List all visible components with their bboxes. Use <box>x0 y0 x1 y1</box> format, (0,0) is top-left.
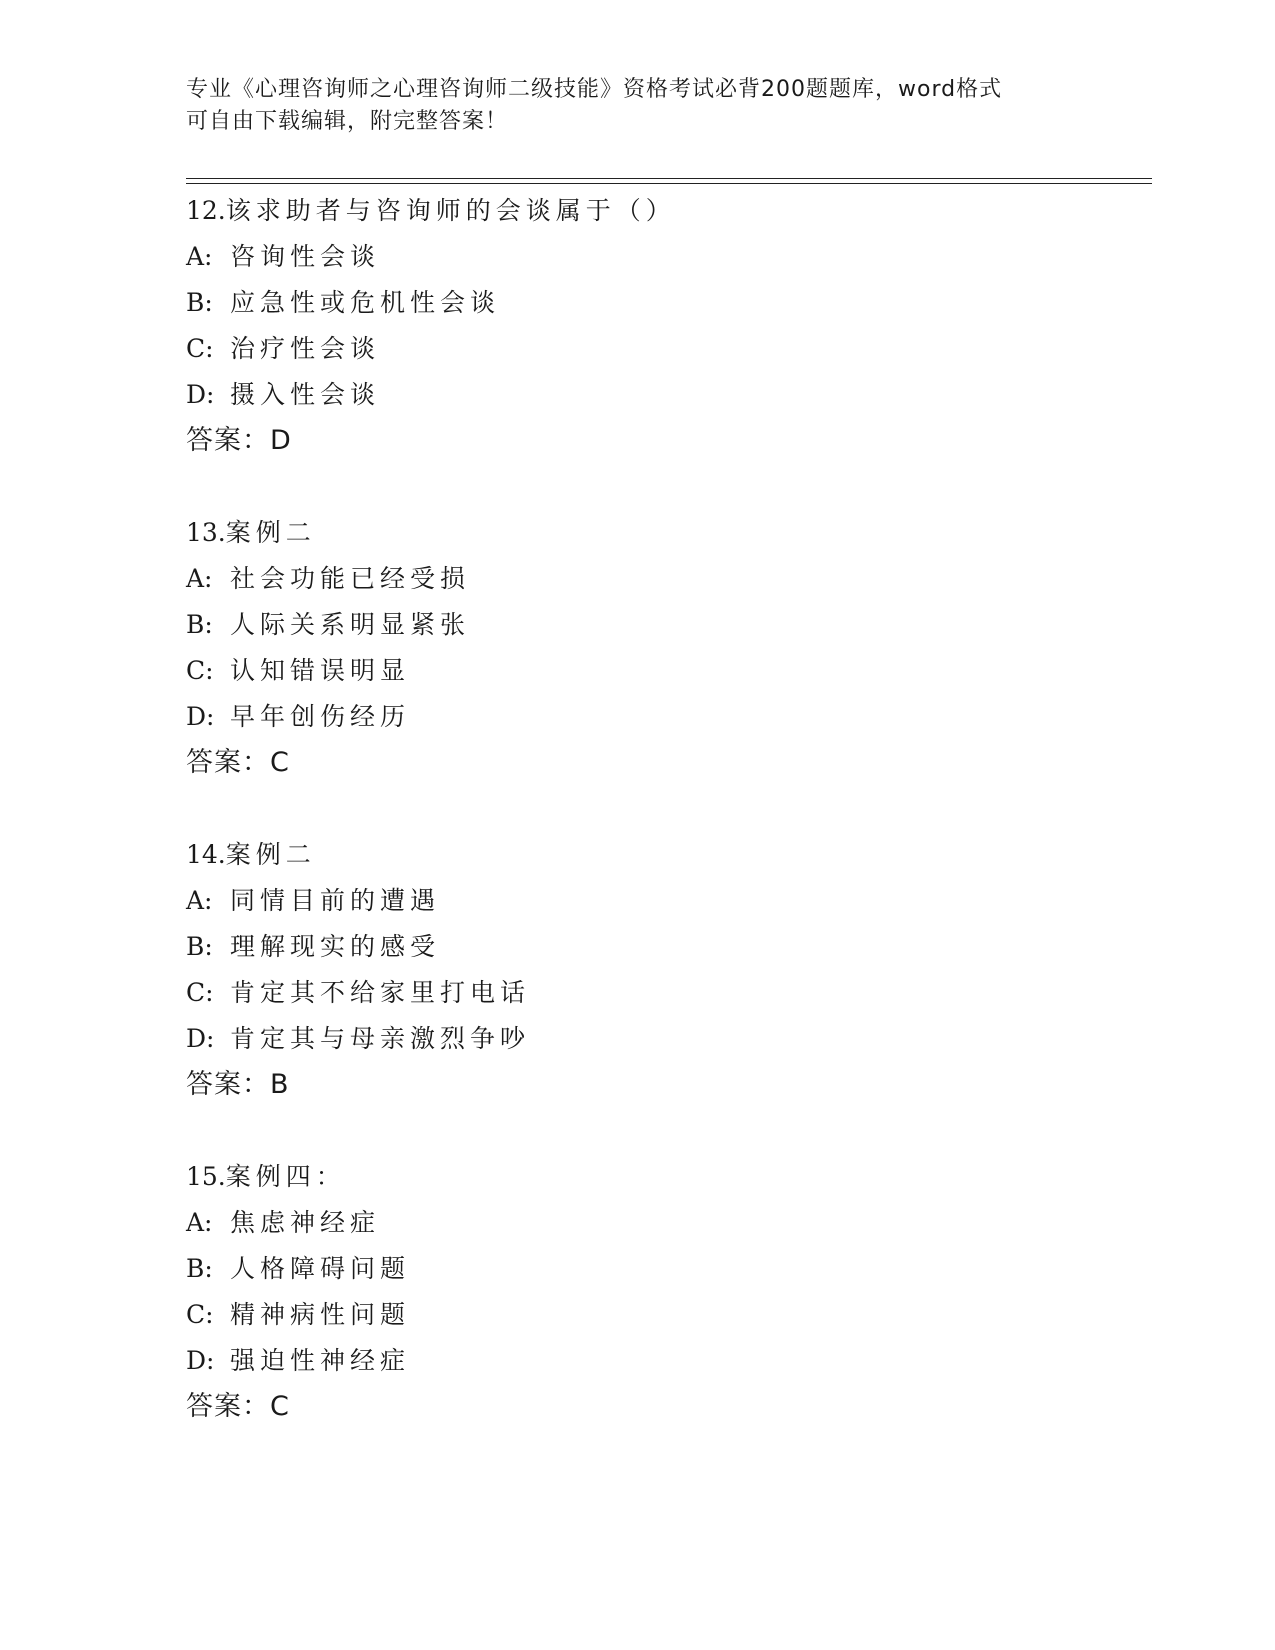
question-stem <box>186 1154 1146 1200</box>
option-label: A: <box>186 1208 213 1237</box>
header-divider-top <box>186 178 1152 179</box>
question-number: 15. <box>186 1162 226 1191</box>
option-a <box>186 556 1146 602</box>
option-text: 同情目前的遭遇 <box>230 886 441 915</box>
option-text: 摄入性会谈 <box>230 380 381 409</box>
question-15 <box>186 1154 1146 1430</box>
option-text: 早年创伤经历 <box>230 702 411 731</box>
header-divider-bottom <box>186 183 1152 184</box>
question-list <box>186 188 1146 1476</box>
question-text: 案例二 <box>225 840 316 869</box>
option-c <box>186 1292 1146 1338</box>
header-line-2: 可自由下载编辑，附完整答案！ <box>186 109 509 134</box>
option-text: 人格障碍问题 <box>230 1254 411 1283</box>
option-text: 咨询性会谈 <box>230 242 381 271</box>
question-stem <box>186 188 1146 234</box>
answer-line: 答案：D <box>186 425 292 456</box>
question-text: 案例二 <box>225 518 316 547</box>
option-d <box>186 1016 1146 1062</box>
option-text: 强迫性神经症 <box>230 1346 411 1375</box>
option-b <box>186 1246 1146 1292</box>
question-stem <box>186 510 1146 556</box>
answer-line: 答案：B <box>186 1069 290 1100</box>
question-13 <box>186 510 1146 786</box>
option-d <box>186 694 1146 740</box>
option-c <box>186 648 1146 694</box>
option-label: D: <box>186 702 215 731</box>
question-number: 13. <box>186 518 226 547</box>
option-label: C: <box>186 1300 214 1329</box>
answer-line: 答案：C <box>186 747 290 778</box>
answer-line: 答案：C <box>186 1391 290 1422</box>
header-line-1: 专业《心理咨询师之心理咨询师二级技能》资格考试必背200题题库，word格式 <box>186 77 1003 102</box>
option-a <box>186 1200 1146 1246</box>
option-label: D: <box>186 380 215 409</box>
question-12 <box>186 188 1146 464</box>
option-d <box>186 372 1146 418</box>
option-b <box>186 280 1146 326</box>
question-text: 案例四： <box>225 1162 346 1191</box>
question-number: 12. <box>186 196 226 225</box>
option-b <box>186 602 1146 648</box>
option-text: 焦虑神经症 <box>230 1208 381 1237</box>
option-label: A: <box>186 886 213 915</box>
option-text: 社会功能已经受损 <box>230 564 471 593</box>
option-a <box>186 878 1146 924</box>
question-text: 该求助者与咨询师的会谈属于（） <box>225 196 676 225</box>
question-14 <box>186 832 1146 1108</box>
option-label: D: <box>186 1024 215 1053</box>
option-text: 精神病性问题 <box>230 1300 411 1329</box>
question-stem <box>186 832 1146 878</box>
option-label: C: <box>186 334 214 363</box>
option-label: A: <box>186 242 213 271</box>
option-text: 人际关系明显紧张 <box>230 610 471 639</box>
option-label: D: <box>186 1346 215 1375</box>
option-label: B: <box>186 932 213 961</box>
option-text: 应急性或危机性会谈 <box>230 288 501 317</box>
option-label: B: <box>186 610 213 639</box>
option-c <box>186 326 1146 372</box>
option-label: B: <box>186 1254 213 1283</box>
option-text: 理解现实的感受 <box>230 932 441 961</box>
option-c <box>186 970 1146 1016</box>
option-a <box>186 234 1146 280</box>
option-label: C: <box>186 978 214 1007</box>
option-text: 肯定其与母亲激烈争吵 <box>230 1024 531 1053</box>
option-label: A: <box>186 564 213 593</box>
option-text: 肯定其不给家里打电话 <box>230 978 531 1007</box>
option-text: 治疗性会谈 <box>230 334 381 363</box>
document-header <box>186 74 1086 138</box>
option-label: B: <box>186 288 213 317</box>
question-number: 14. <box>186 840 226 869</box>
option-d <box>186 1338 1146 1384</box>
option-b <box>186 924 1146 970</box>
option-label: C: <box>186 656 214 685</box>
option-text: 认知错误明显 <box>230 656 411 685</box>
